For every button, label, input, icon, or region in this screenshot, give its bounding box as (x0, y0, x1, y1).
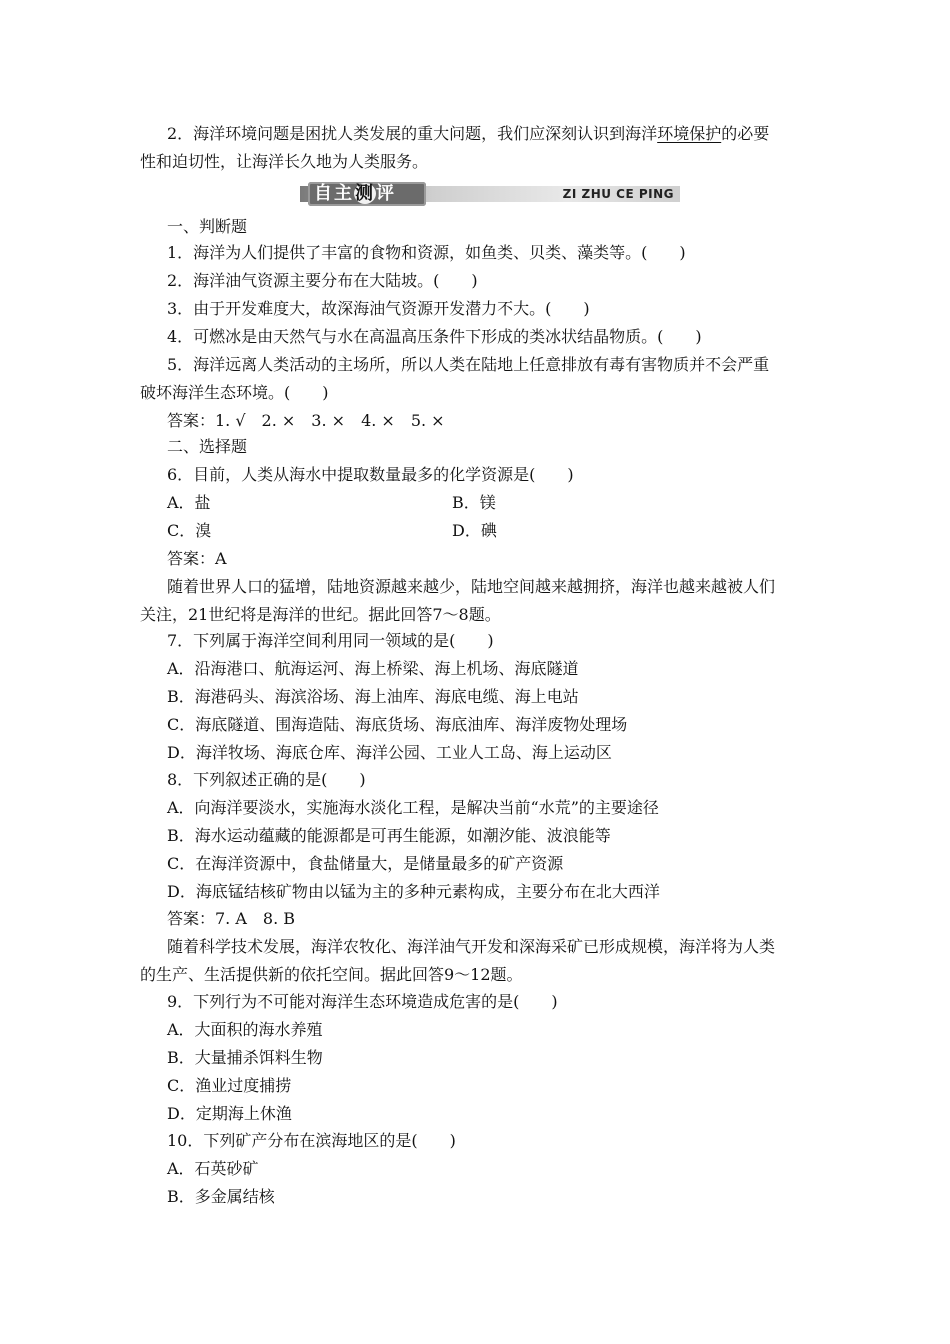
option-c: C．溴 (167, 521, 212, 540)
question-10-option-b: B．多金属结核 (167, 1187, 275, 1206)
question-9: 9．下列行为不可能对海洋生态环境造成危害的是( ) (167, 992, 558, 1011)
question-8-option-a: A．向海洋要淡水，实施海水淡化工程，是解决当前“水荒”的主要途径 (167, 798, 659, 817)
option-a: A．盐 (167, 493, 211, 512)
answer-7-8: 答案：7. A 8. B (167, 909, 296, 928)
question-1: 1．海洋为人们提供了丰富的食物和资源，如鱼类、贝类、藻类等。( ) (167, 243, 686, 262)
question-10-option-a: A．石英砂矿 (167, 1159, 259, 1178)
intro-paragraph-2-line-2: 性和迫切性，让海洋长久地为人类服务。 (140, 152, 429, 171)
banner-title-highlight: 测 (355, 183, 375, 204)
option-d: D．碘 (452, 521, 497, 540)
question-9-option-d: D．定期海上休渔 (167, 1104, 292, 1123)
question-2: 2．海洋油气资源主要分布在大陆坡。( ) (167, 271, 478, 290)
question-9-option-c: C．渔业过度捕捞 (167, 1076, 292, 1095)
question-6-options-row-1 (167, 493, 817, 513)
intro-paragraph-2-line-1 (167, 124, 817, 144)
answer-6: 答案：A (167, 549, 227, 568)
intro-text: 2．海洋环境问题是困扰人类发展的重大问题，我们应深刻认识到海洋 (167, 124, 658, 143)
question-4: 4．可燃冰是由天然气与水在高温高压条件下形成的类冰状结晶物质。( ) (167, 327, 702, 346)
section-banner (300, 182, 680, 206)
section-heading-judgement: 一、判断题 (167, 217, 248, 236)
question-3: 3．由于开发难度大，故深海油气资源开发潜力不大。( ) (167, 299, 590, 318)
question-7-option-b: B．海港码头、海滨浴场、海上油库、海底电缆、海上电站 (167, 687, 579, 706)
material-2-line-2: 的生产、生活提供新的依托空间。据此回答9～12题。 (140, 965, 523, 984)
question-5-line-2: 破坏海洋生态环境。( ) (140, 383, 329, 402)
banner-title-part: 自主 (314, 183, 354, 204)
question-8-option-b: B．海水运动蕴藏的能源都是可再生能源，如潮汐能、波浪能等 (167, 826, 611, 845)
material-2-line-1: 随着科学技术发展，海洋农牧化、海洋油气开发和深海采矿已形成规模，海洋将为人类 (167, 937, 776, 956)
banner-title-part: 评 (376, 183, 396, 204)
question-7-option-a: A．沿海港口、航海运河、海上桥梁、海上机场、海底隧道 (167, 659, 579, 678)
answer-1-5: 答案：1. √ 2. × 3. × 4. × 5. × (167, 411, 445, 430)
option-b: B．镁 (452, 493, 496, 512)
question-5-line-1: 5．海洋远离人类活动的主场所，所以人类在陆地上任意排放有毒有害物质并不会严重 (167, 355, 770, 374)
banner-title (314, 183, 396, 205)
question-8-option-c: C．在海洋资源中，食盐储量大，是储量最多的矿产资源 (167, 854, 564, 873)
question-7-option-c: C．海底隧道、围海造陆、海底货场、海底油库、海洋废物处理场 (167, 715, 628, 734)
question-9-option-b: B．大量捕杀饵料生物 (167, 1048, 323, 1067)
section-heading-choice: 二、选择题 (167, 437, 248, 456)
question-8: 8．下列叙述正确的是( ) (167, 770, 366, 789)
question-10: 10．下列矿产分布在滨海地区的是( ) (167, 1131, 456, 1150)
question-7: 7．下列属于海洋空间利用同一领域的是( ) (167, 631, 494, 650)
question-6-options-row-2 (167, 521, 817, 541)
question-6: 6．目前，人类从海水中提取数量最多的化学资源是( ) (167, 465, 574, 484)
banner-subtitle: ZI ZHU CE PING (562, 187, 674, 201)
material-1-line-2: 关注，21世纪将是海洋的世纪。据此回答7～8题。 (140, 605, 501, 624)
intro-text: 的必要 (721, 124, 770, 143)
question-8-option-d: D．海底锰结核矿物由以锰为主的多种元素构成，主要分布在北大西洋 (167, 882, 660, 901)
underlined-term: 环境保护 (657, 124, 722, 143)
material-1-line-1: 随着世界人口的猛增，陆地资源越来越少，陆地空间越来越拥挤，海洋也越来越被人们 (167, 577, 776, 596)
question-9-option-a: A．大面积的海水养殖 (167, 1020, 323, 1039)
question-7-option-d: D．海洋牧场、海底仓库、海洋公园、工业人工岛、海上运动区 (167, 743, 612, 762)
